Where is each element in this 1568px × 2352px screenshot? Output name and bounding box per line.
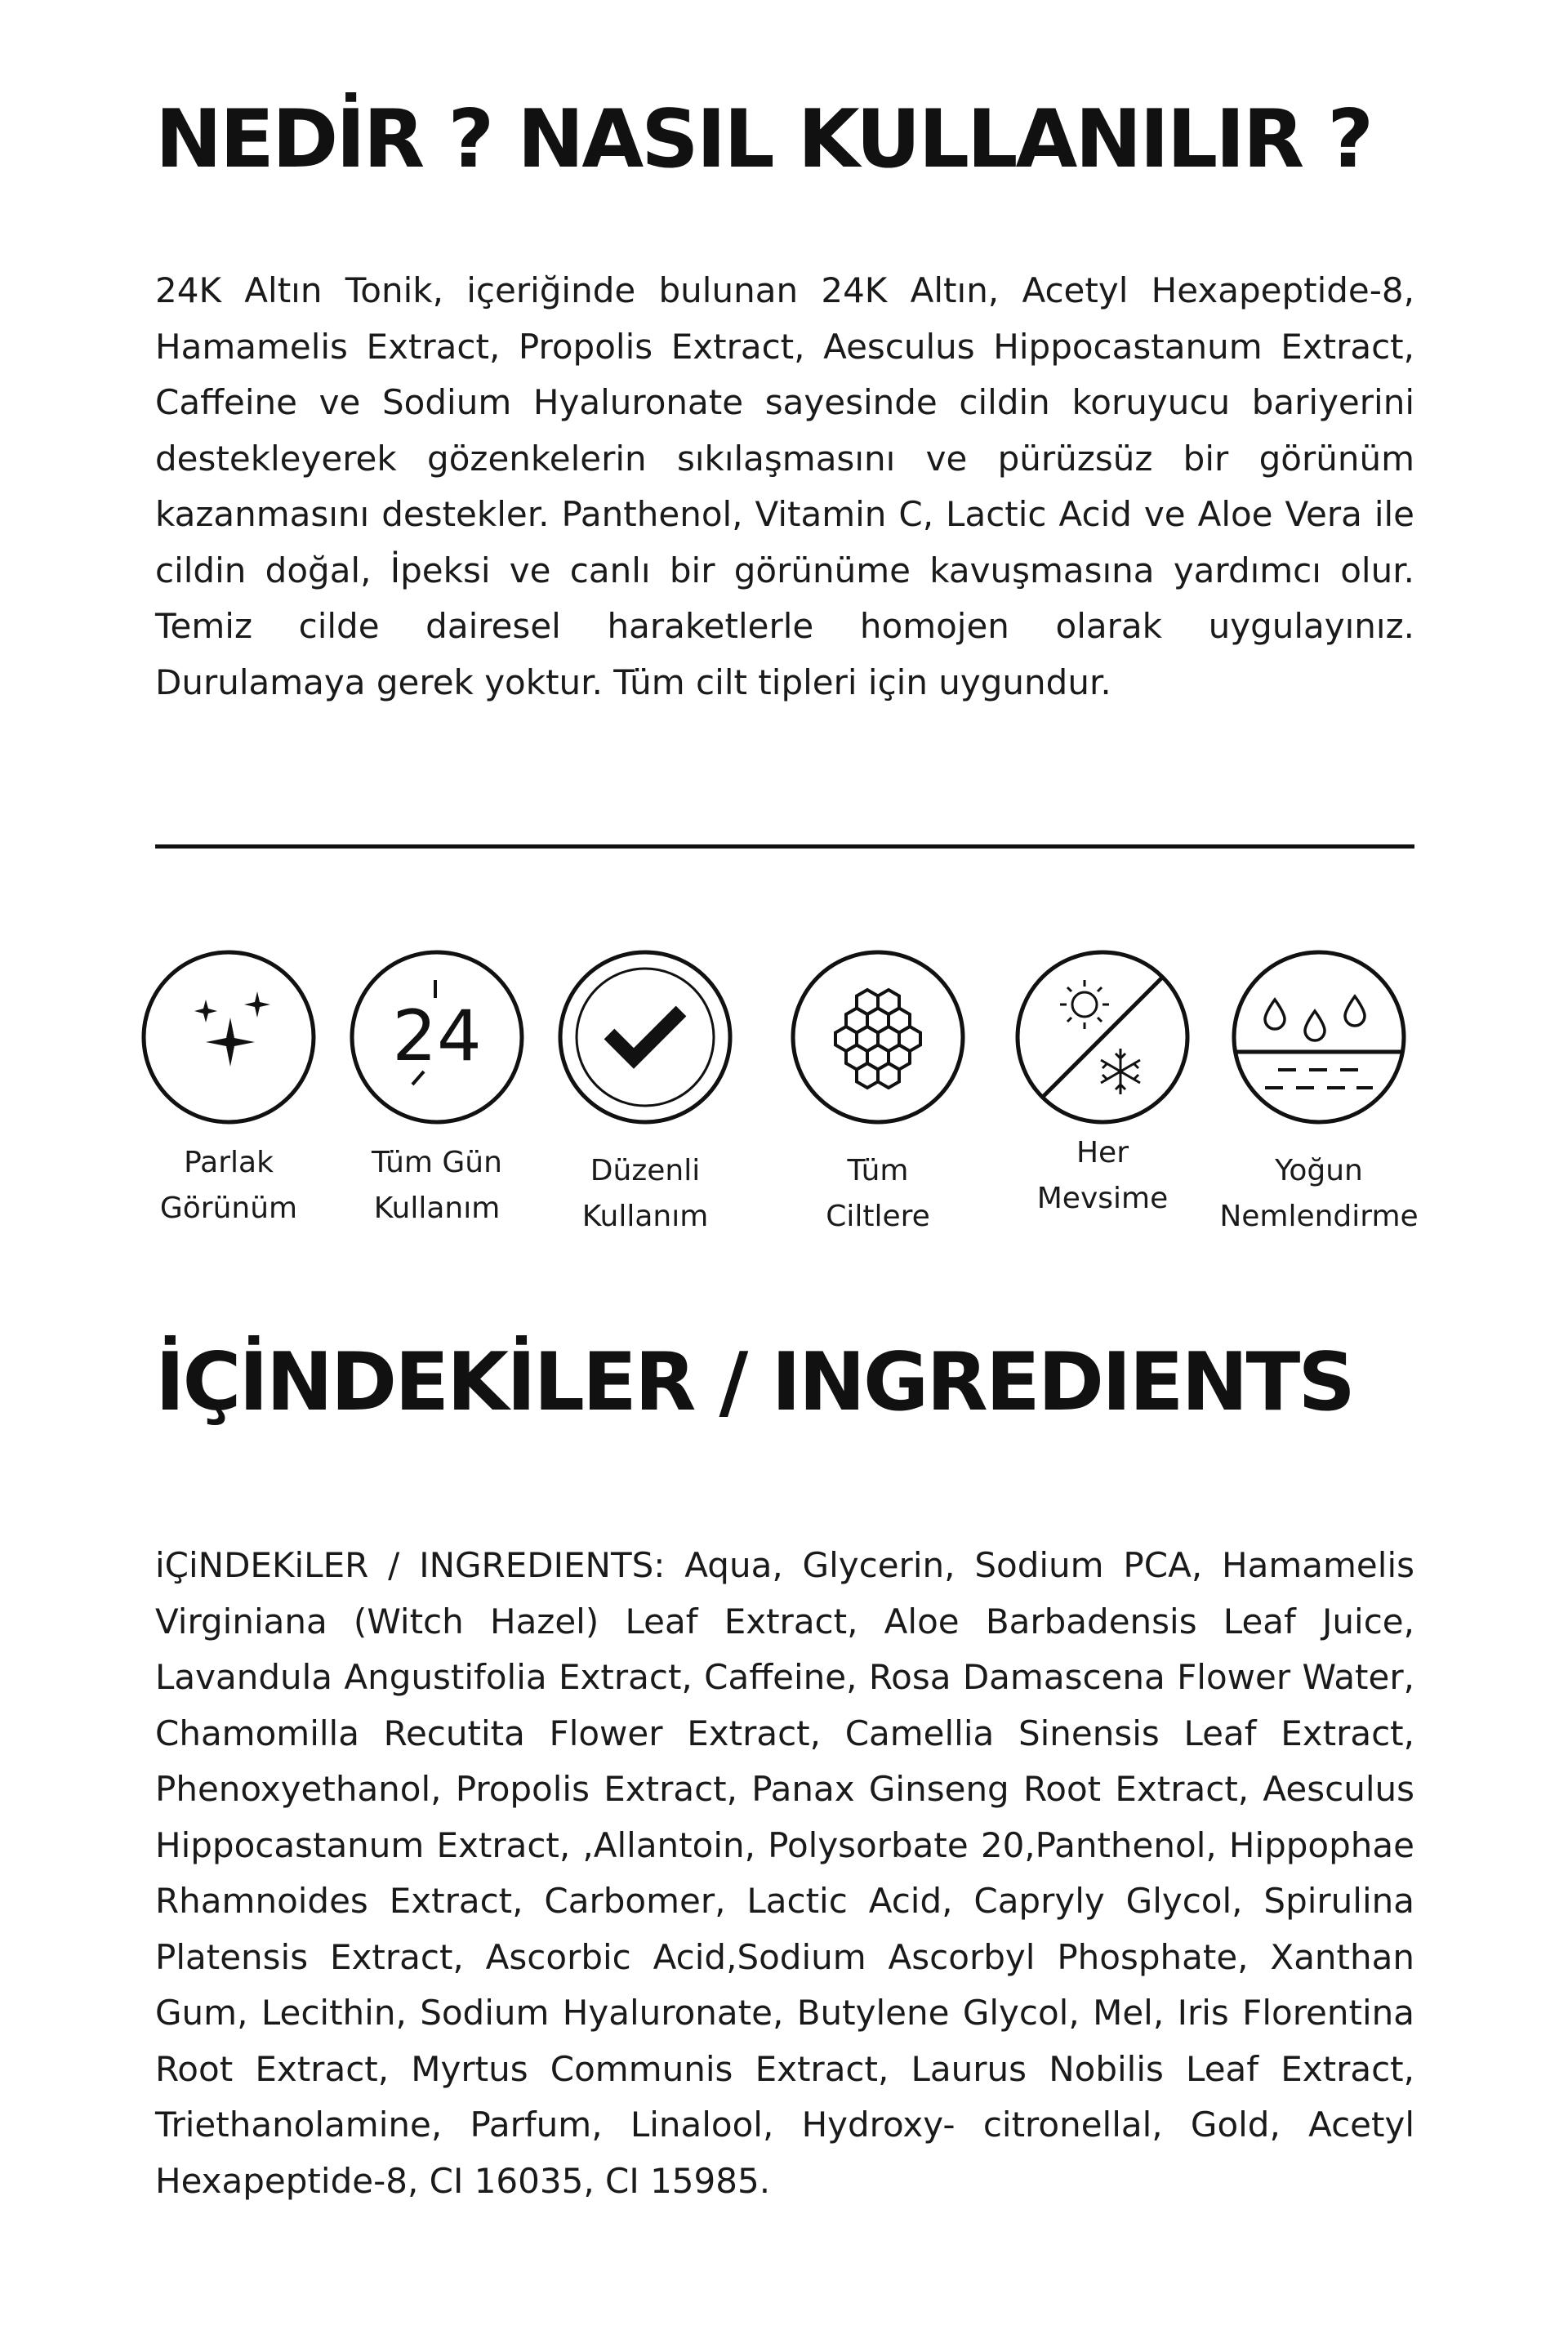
water-drops-icon [1229, 947, 1409, 1127]
how-to-use-heading: NEDİR ? NASIL KULLANILIR ? [155, 93, 1372, 186]
feature-label-line2: Nemlendirme [1219, 1200, 1419, 1233]
honeycomb-cell [857, 1063, 878, 1088]
feature-all-skin-types [780, 947, 976, 1240]
feature-label-line1: Tüm [847, 1154, 909, 1187]
ingredients-list: iÇiNDEKiLER / INGREDIENTS: Aqua, Glycerin, Sodium PCA, Hamamelis Virginiana (Witch Hazel) Leaf Extract, Aloe Barbadensis Leaf Juice, Lavandula Angustifolia Extract, Caffeine, Rosa Damascena Flower Water, Chamomilla Recutita Flower Extract, Camellia Sinensis Leaf Extract, Phenoxyethanol, Propolis Extract, Panax Ginseng Root Extract, Aesculus Hippocastanum Extract, ,Allantoin, Polysorbate 20,Panthenol, Hippophae Rhamnoides Extract, Carbomer, Lactic Acid, Capryly Glycol, Spirulina Platensis Extract, Ascorbic Acid,Sodium Ascorbyl Phosphate, Xanthan Gum, Lecithin, Sodium Hyaluronate, Butylene Glycol, Mel, Iris Florentina Root Extract, Myrtus Communis Extract, Laurus Nobilis Leaf Extract, Triethanolamine, Parfum, Linalool, Hydroxy- citronellal, Gold, Acetyl Hexapeptide-8, CI 16035, CI 15985. [155, 1545, 1414, 2201]
feature-label-line1: Parlak [184, 1146, 274, 1179]
feature-label-line1: Yoğun [1275, 1154, 1363, 1187]
feature-label-line2: Görünüm [159, 1192, 298, 1225]
sun-snowflake-icon [1013, 947, 1192, 1127]
honeycomb-cell [878, 1063, 899, 1088]
feature-regular-use [547, 947, 743, 1240]
section-divider [155, 844, 1414, 849]
feature-label-line1: Düzenli [590, 1154, 701, 1187]
24-hour-icon [347, 947, 527, 1127]
feature-label-line1: Tüm Gün [372, 1146, 502, 1179]
feature-label-line2: Mevsime [1036, 1182, 1169, 1215]
feature-every-season [1004, 947, 1200, 1222]
feature-label-line2: Kullanım [581, 1200, 709, 1233]
feature-label-line2: Ciltlere [826, 1200, 930, 1233]
24-hour-icon-text: 24 [392, 996, 482, 1077]
feature-label-line1: Her [1076, 1136, 1129, 1169]
feature-all-day [339, 947, 535, 1232]
sparkle-icon [139, 947, 318, 1127]
honeycomb-icon [788, 947, 968, 1127]
product-description: 24K Altın Tonik, içeriğinde bulunan 24K Altın, Acetyl Hexapeptide-8, Hamamelis Extract, Propolis Extract, Aesculus Hippocastanum Extract, Caffeine ve Sodium Hyaluronate sayesinde cildin koruyucu bariyerini destekleyerek gözenkelerin sıkılaşmasını ve pürüzsüz bir görünüm kazanmasını destekler. Panthenol, Vitamin C, Lactic Acid ve Aloe Vera ile cildin doğal, İpeksi ve canlı bir görünüme kavuşmasına yardımcı olur. Temiz cilde dairesel haraketlerle homojen olarak uygulayınız. Durulamaya gerek yoktur. Tüm cilt tipleri için uygundur. [155, 270, 1414, 702]
feature-label-line2: Kullanım [373, 1192, 501, 1225]
checkmark-icon [555, 947, 735, 1127]
feature-bright-look [131, 947, 327, 1232]
ingredients-heading: İÇİNDEKİLER / INGREDIENTS [155, 1336, 1353, 1429]
feature-intense-moisture [1221, 947, 1417, 1240]
